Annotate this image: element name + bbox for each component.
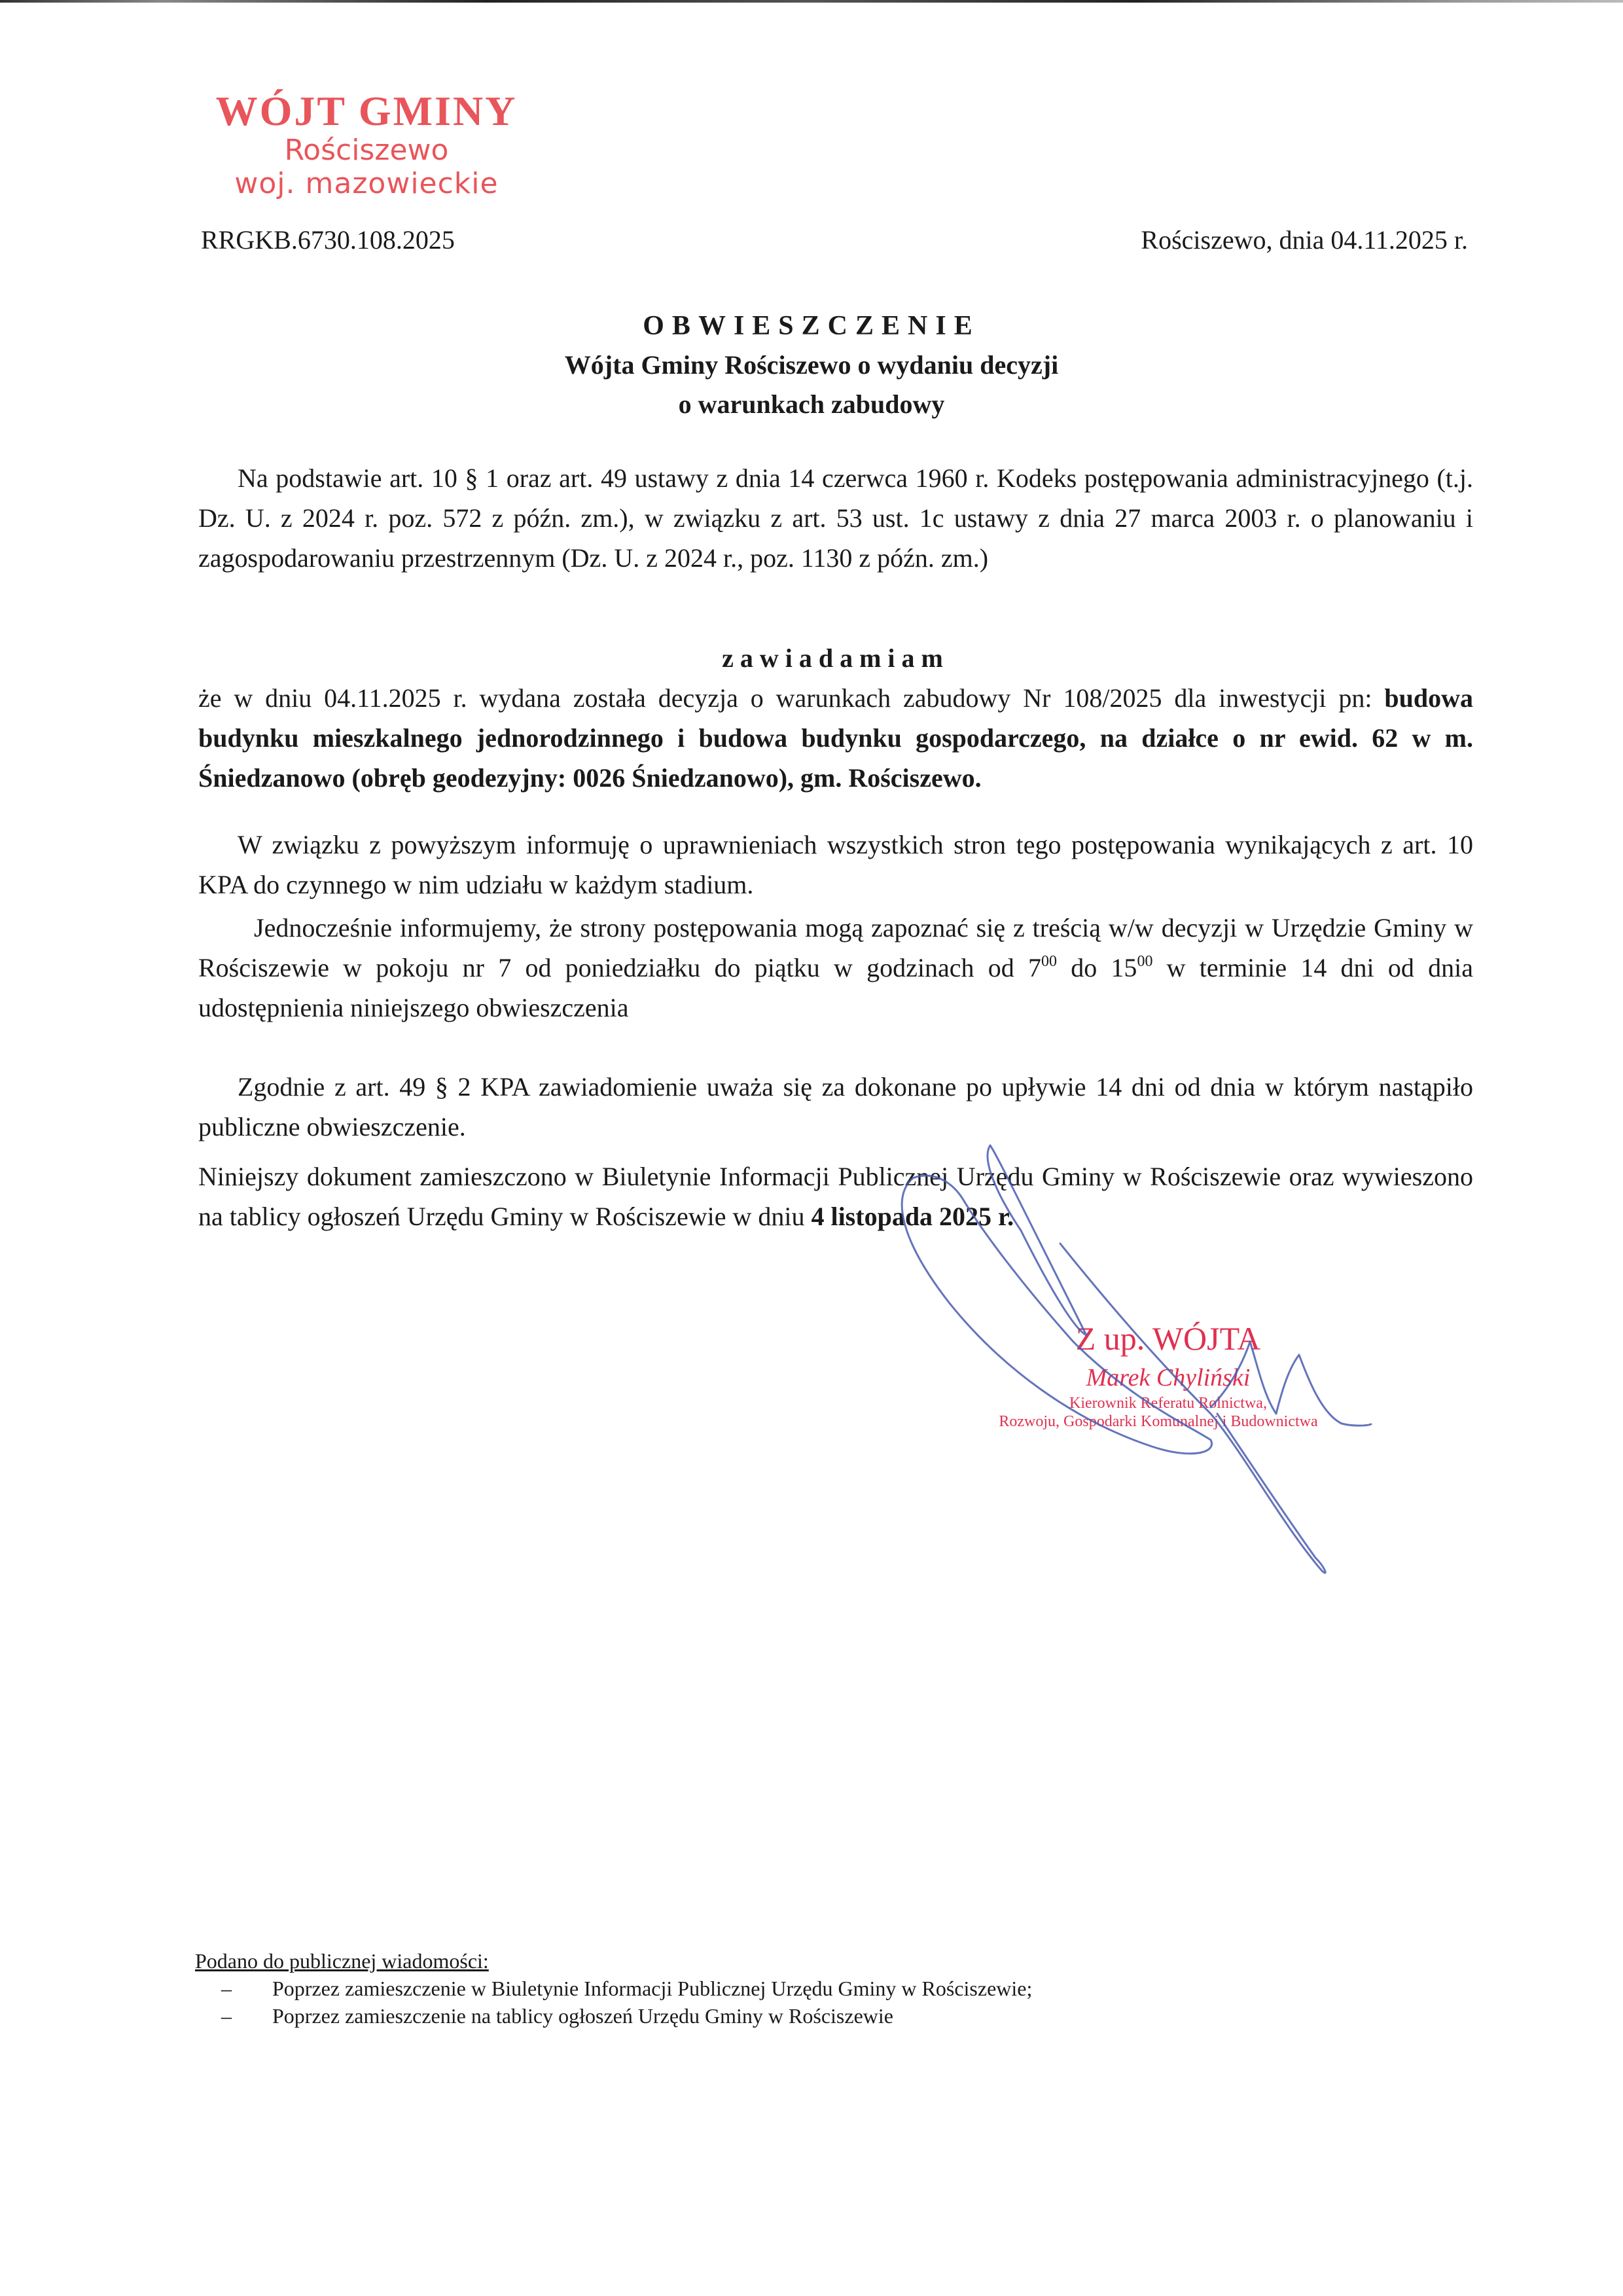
legal-basis-paragraph: Na podstawie art. 10 § 1 oraz art. 49 ustawy z dnia 14 czerwca 1960 r. Kodeks postępowania administracyjnego (t.j. Dz. U. z 2024 r. poz. 572 z późn. zm.), w związku z art. 53 ust. 1c ustawy z dnia 27 marca 2003 r. o planowaniu i zagospodarowaniu przestrzennym (Dz. U. z 2024 r., poz. 1130 z późn. zm.) <box>198 463 1473 573</box>
title-main: OBWIESZCZENIE <box>643 311 980 341</box>
title-subtitle-1: Wójta Gminy Rościszewo o wydaniu decyzji <box>564 350 1059 380</box>
signature-stamp <box>962 1316 1355 1431</box>
signatory-position-2: Rozwoju, Gospodarki Komunalnej i Budownictwa <box>999 1413 1318 1430</box>
publication-text: Niniejszy dokument zamieszczono w Biuletynie Informacji Publicznej Urzędu Gminy w Rościszewie oraz wywieszono na tablicy ogłoszeń Urzędu Gminy w Rościszewie w dniu <box>198 1162 1473 1231</box>
stamp-voivodeship: woj. mazowieckie <box>234 167 499 200</box>
decision-paragraph <box>198 638 1473 798</box>
access-paragraph <box>198 908 1473 1028</box>
decision-text <box>198 678 1473 798</box>
bullet-dash: – <box>221 2004 232 2028</box>
place-date: Rościszewo, dnia 04.11.2025 r. <box>1141 225 1468 255</box>
decision-investment: budowa budynku mieszkalnego jednorodzinnego i budowa budynku gospodarczego, na działce o nr ewid. 62 w m. Śniedzanowo (obręb geodezyjny: 0026 Śniedzanowo), gm. Rościszewo. <box>198 683 1473 793</box>
access-text-1: Jednocześnie informujemy, że strony postępowania mogą zapoznać się z treścią w/w decyzji w Urzędzie Gminy w Rościszewie w pokoju nr 7 od poniedziałku do piątku w godzinach od 7 <box>198 913 1473 982</box>
bullet-dash: – <box>221 1977 232 2000</box>
reference-number: RRGKB.6730.108.2025 <box>201 225 455 255</box>
stamp-title: WÓJT GMINY <box>215 88 518 134</box>
footer-item-text: Poprzez zamieszczenie na tablicy ogłoszeń Urzędu Gminy w Rościszewie <box>272 2004 893 2028</box>
office-stamp <box>196 88 537 201</box>
signatory-name: Marek Chyliński <box>1086 1364 1251 1391</box>
signature-authority: Z up. WÓJTA <box>1075 1320 1261 1357</box>
publication-footer <box>195 1947 1032 2030</box>
footer-item-text: Poprzez zamieszczenie w Biuletynie Informacji Publicznej Urzędu Gminy w Rościszewie; <box>272 1977 1033 2000</box>
publication-paragraph <box>198 1157 1473 1236</box>
footer-heading: Podano do publicznej wiadomości: <box>195 1949 489 1973</box>
notice-effect-paragraph: Zgodnie z art. 49 § 2 KPA zawiadomienie uważa się za dokonane po upływie 14 dni od dnia w którym nastąpiło publiczne obwieszczenie. <box>198 1072 1473 1141</box>
rights-paragraph: W związku z powyższym informuję o uprawnieniach wszystkich stron tego postępowania wynikających z art. 10 KPA do czynnego w nim udziału w każdym stadium. <box>198 830 1473 899</box>
publication-date: 4 listopada 2025 r. <box>811 1202 1014 1231</box>
stamp-municipality: Rościszewo <box>284 134 449 167</box>
footer-list-item <box>195 1975 1032 2002</box>
announce-word: zawiadamiam <box>722 643 950 673</box>
hours-to-sup: 00 <box>1137 953 1153 970</box>
access-text-3: w terminie 14 dni od dnia udostępnienia niniejszego obwieszczenia <box>198 953 1474 1022</box>
hours-from-sup: 00 <box>1041 953 1057 970</box>
signatory-position-1: Kierownik Referatu Rolnictwa, <box>1069 1395 1267 1412</box>
title-subtitle-2: o warunkach zabudowy <box>678 389 945 419</box>
decision-intro: że w dniu 04.11.2025 r. wydana została decyzja o warunkach zabudowy Nr 108/2025 dla inwestycji pn: <box>198 683 1385 713</box>
document-title <box>0 306 1623 424</box>
scan-edge <box>0 0 1623 3</box>
footer-list-item <box>195 2002 1032 2030</box>
footer-list <box>195 1975 1032 2030</box>
access-text-2: do 15 <box>1056 953 1137 982</box>
